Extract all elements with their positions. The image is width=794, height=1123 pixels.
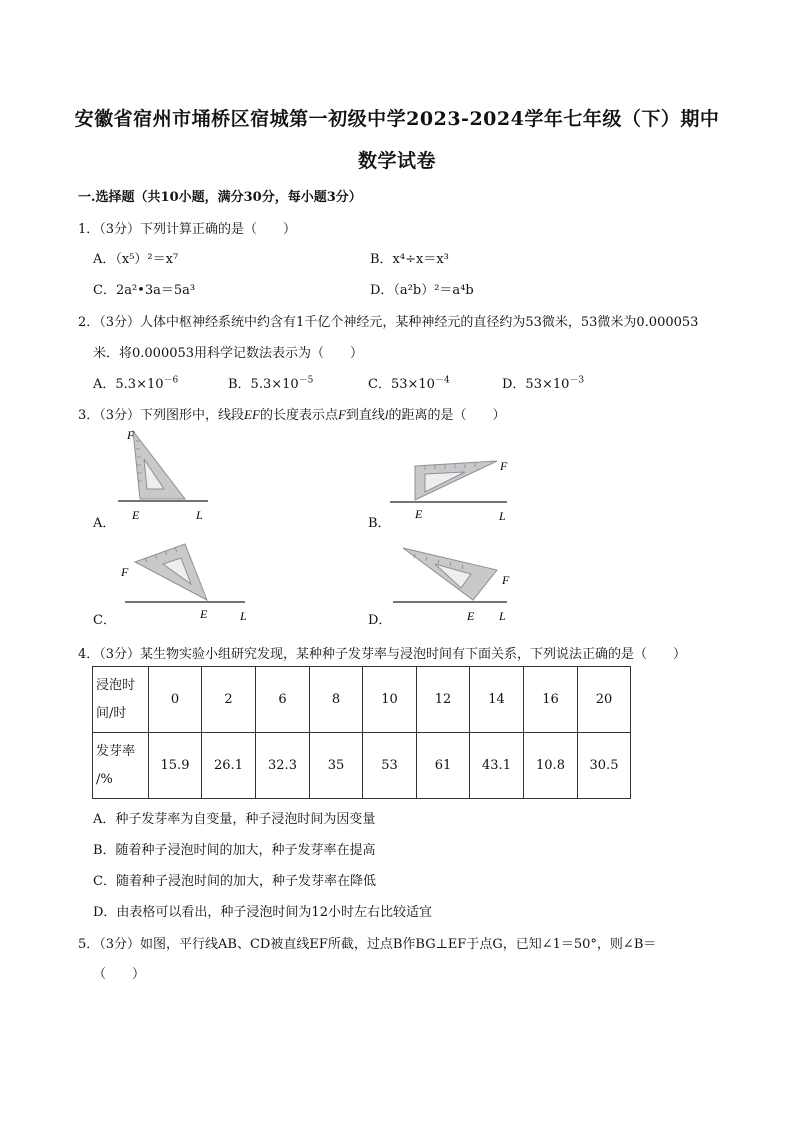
q5-stem-line2: （ ） — [93, 967, 146, 982]
label-f: F — [500, 459, 508, 473]
table-cell: 10 — [363, 667, 417, 733]
label-e: E — [200, 607, 208, 621]
table-cell: 2 — [202, 667, 256, 733]
label-l: L — [499, 609, 506, 623]
q1-option-d: D．（a²b）²＝a⁴b — [370, 283, 474, 298]
q3-figure-b — [385, 450, 520, 530]
table-cell: 6 — [256, 667, 310, 733]
q1-option-c: C．2a²•3a＝5a³ — [93, 283, 196, 298]
label-f: F — [121, 565, 129, 579]
table-cell: 35 — [310, 733, 363, 799]
q2-option-d: D．$53\times 10^{-3}$ — [502, 375, 585, 392]
label-l: L — [499, 509, 506, 523]
table-cell: 32.3 — [256, 733, 310, 799]
q4-option-d: D．由表格可以看出，种子浸泡时间为12小时左右比较适宜 — [93, 905, 432, 920]
label-l: L — [240, 609, 247, 623]
table-header-cell: 发芽率 /% — [93, 733, 149, 799]
table-cell: 43.1 — [470, 733, 524, 799]
table-header-cell: 浸泡时 间/时 — [93, 667, 149, 733]
table-cell: 26.1 — [202, 733, 256, 799]
label-l: L — [196, 508, 203, 522]
table-row — [93, 667, 631, 733]
q3-option-a: A． — [93, 516, 116, 531]
q3-figure-d — [385, 542, 520, 627]
label-e: E — [132, 508, 140, 522]
q2-option-b: B．$5.3\times 10^{-5}$ — [228, 375, 314, 392]
table-cell: 20 — [578, 667, 631, 733]
q2-stem-line2: 米．将0.000053用科学记数法表示为（ ） — [93, 346, 364, 361]
label-e: E — [415, 507, 423, 521]
table-row — [93, 733, 631, 799]
table-cell: 61 — [417, 733, 470, 799]
table-cell: 12 — [417, 667, 470, 733]
section-heading: 一.选择题（共10小题，满分30分，每小题3分） — [78, 190, 362, 205]
q1-option-a: A．（x⁵）²＝x⁷ — [93, 252, 179, 267]
q2-stem-line1: 2．（3分）人体中枢神经系统中约含有1千亿个神经元，某种神经元的直径约为53微米，53微米为0.000053 — [78, 315, 699, 330]
q4-option-c: C．随着种子浸泡时间的加大，种子发芽率在降低 — [93, 874, 376, 889]
q4-option-a: A．种子发芽率为自变量，种子浸泡时间为因变量 — [93, 812, 376, 827]
table-cell: 0 — [149, 667, 202, 733]
q3-option-b: B． — [368, 516, 391, 531]
table-cell: 14 — [470, 667, 524, 733]
q5-stem-line1: 5．（3分）如图，平行线AB、CD被直线EF所截，过点B作BG⊥EF于点G，已知∠1＝50°，则∠B＝ — [78, 937, 657, 952]
table-cell: 8 — [310, 667, 363, 733]
page-subtitle: 数学试卷 — [357, 150, 436, 172]
data-table — [92, 666, 631, 799]
q4-option-b: B．随着种子浸泡时间的加大，种子发芽率在提高 — [93, 843, 376, 858]
q3-option-c: C． — [93, 613, 116, 628]
q3-option-d: D． — [368, 613, 392, 628]
label-f: F — [127, 428, 135, 442]
label-e: E — [467, 609, 475, 623]
q4-stem: 4．（3分）某生物实验小组研究发现，某种种子发芽率与浸泡时间有下面关系，下列说法正确的是（ ） — [78, 647, 687, 662]
q1-stem: 1．（3分）下列计算正确的是（ ） — [78, 222, 297, 237]
table-cell: 30.5 — [578, 733, 631, 799]
label-f: F — [502, 573, 510, 587]
table-cell: 53 — [363, 733, 417, 799]
q2-option-c: C．$53\times 10^{-4}$ — [368, 375, 450, 392]
table-cell: 15.9 — [149, 733, 202, 799]
q3-stem: 3．（3分）下列图形中，线段EF的长度表示点F到直线l的距离的是（ ） — [78, 407, 506, 423]
q1-option-b: B．x⁴÷x＝x³ — [370, 252, 449, 267]
q3-figure-c — [115, 540, 255, 625]
q2-option-a: A．$5.3\times 10^{-6}$ — [93, 375, 179, 392]
table-cell: 16 — [524, 667, 578, 733]
page-title: 安徽省宿州市埇桥区宿城第一初级中学2023-2024学年七年级（下）期中 — [74, 108, 720, 130]
table-cell: 10.8 — [524, 733, 578, 799]
